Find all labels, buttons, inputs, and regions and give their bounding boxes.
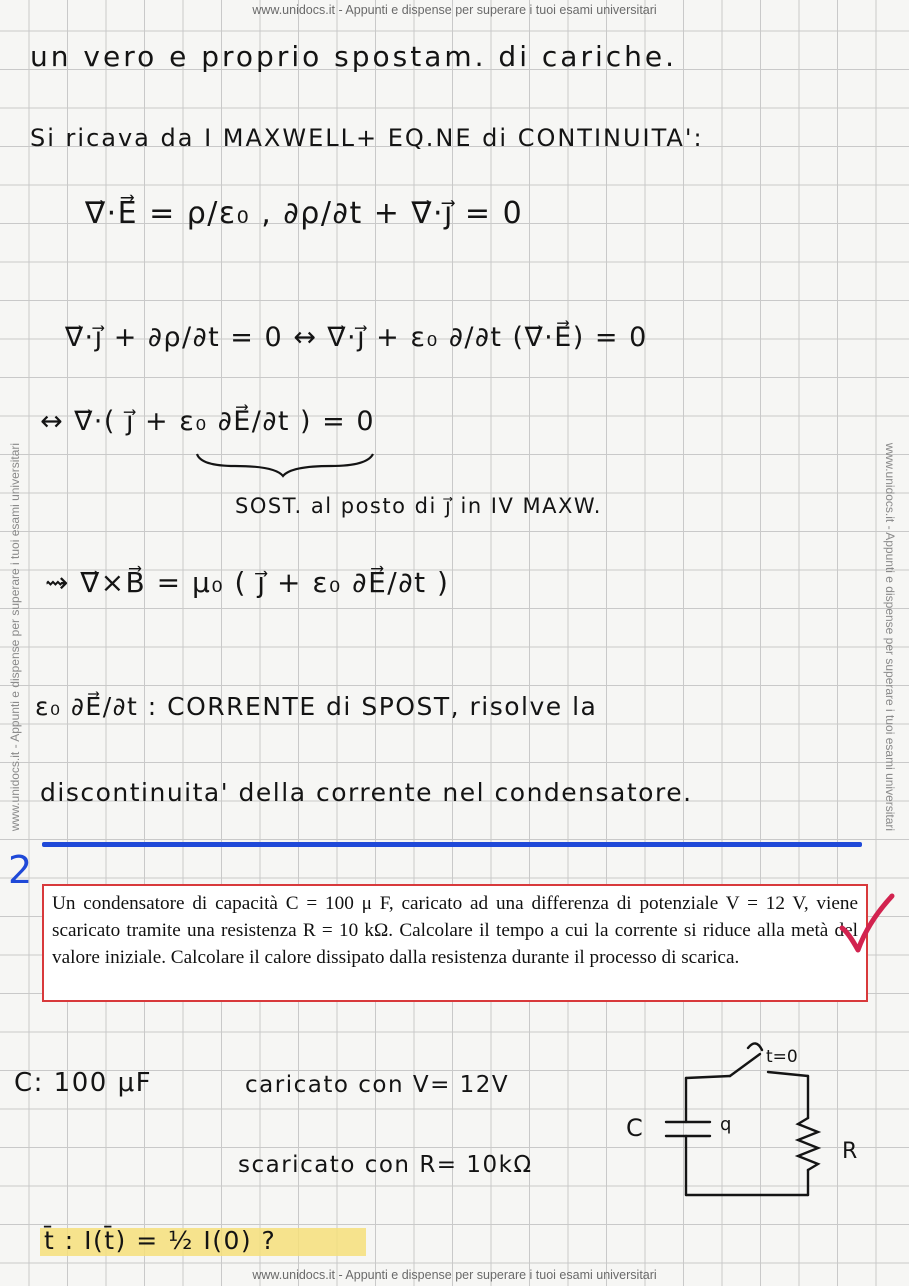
circuit-t0-label: t=0 bbox=[766, 1047, 798, 1067]
equation-3: ↔ ∇⃗·( j⃗ + ε₀ ∂E⃗/∂t ) = 0 bbox=[40, 406, 376, 437]
problem-box bbox=[42, 884, 868, 1002]
problem-text: Un condensatore di capacità C = 100 μ F, caricato ad una differenza di potenziale V = 12 V, viene scaricato tramite una resistenza R = 10 kΩ. Calcolare il tempo a cui la corrente si riduce alla metà del valore iniziale. Calcolare il calore dissipato dalla resistenza durante il processo di scarica. bbox=[52, 893, 858, 968]
solution-capacitance: C: 100 μF bbox=[14, 1068, 153, 1098]
equation-1: ∇⃗·E⃗ = ρ/ε₀ , ∂ρ/∂t + ∇⃗·j⃗ = 0 bbox=[85, 196, 524, 231]
rc-circuit-diagram bbox=[620, 1040, 880, 1205]
note-line-1: un vero e proprio spostam. di cariche. bbox=[30, 40, 677, 73]
equation-4: ⇝ ∇⃗×B⃗ = μ₀ ( j⃗ + ε₀ ∂E⃗/∂t ) bbox=[45, 566, 450, 599]
note-line-2: Si ricava da I MAXWELL+ EQ.NE di CONTINUITA': bbox=[30, 124, 704, 152]
solution-charged: caricato con V= 12V bbox=[245, 1072, 510, 1098]
watermark-bottom: www.unidocs.it - Appunti e dispense per superare i tuoi esami universitari bbox=[252, 1268, 657, 1282]
underbrace-icon bbox=[195, 450, 375, 480]
equation-5: ε₀ ∂E⃗/∂t : CORRENTE di SPOST, risolve la bbox=[35, 692, 598, 721]
checkmark-icon bbox=[838, 892, 896, 954]
watermark-left: www.unidocs.it - Appunti e dispense per superare i tuoi esami universitari bbox=[8, 442, 22, 832]
circuit-r-label: R bbox=[842, 1139, 858, 1164]
solution-discharged: scaricato con R= 10kΩ bbox=[238, 1152, 533, 1178]
problem-number: 2 bbox=[8, 848, 33, 892]
watermark-top: www.unidocs.it - Appunti e dispense per superare i tuoi esami universitari bbox=[252, 3, 657, 17]
watermark-right: www.unidocs.it - Appunti e dispense per superare i tuoi esami universitari bbox=[883, 442, 897, 832]
section-separator bbox=[42, 842, 862, 847]
note-line-last: discontinuita' della corrente nel condensatore. bbox=[40, 778, 693, 807]
equation-2: ∇⃗·j⃗ + ∂ρ/∂t = 0 ↔ ∇⃗·j⃗ + ε₀ ∂/∂t (∇⃗·E⃗) = 0 bbox=[65, 322, 648, 353]
substitution-note: SOST. al posto di j⃗ in IV MAXW. bbox=[235, 494, 602, 518]
solution-question: t̄ : I(t̄) = ½ I(0) ? bbox=[44, 1226, 277, 1255]
circuit-c-label: C bbox=[626, 1114, 643, 1142]
circuit-q-label: q bbox=[720, 1114, 732, 1135]
